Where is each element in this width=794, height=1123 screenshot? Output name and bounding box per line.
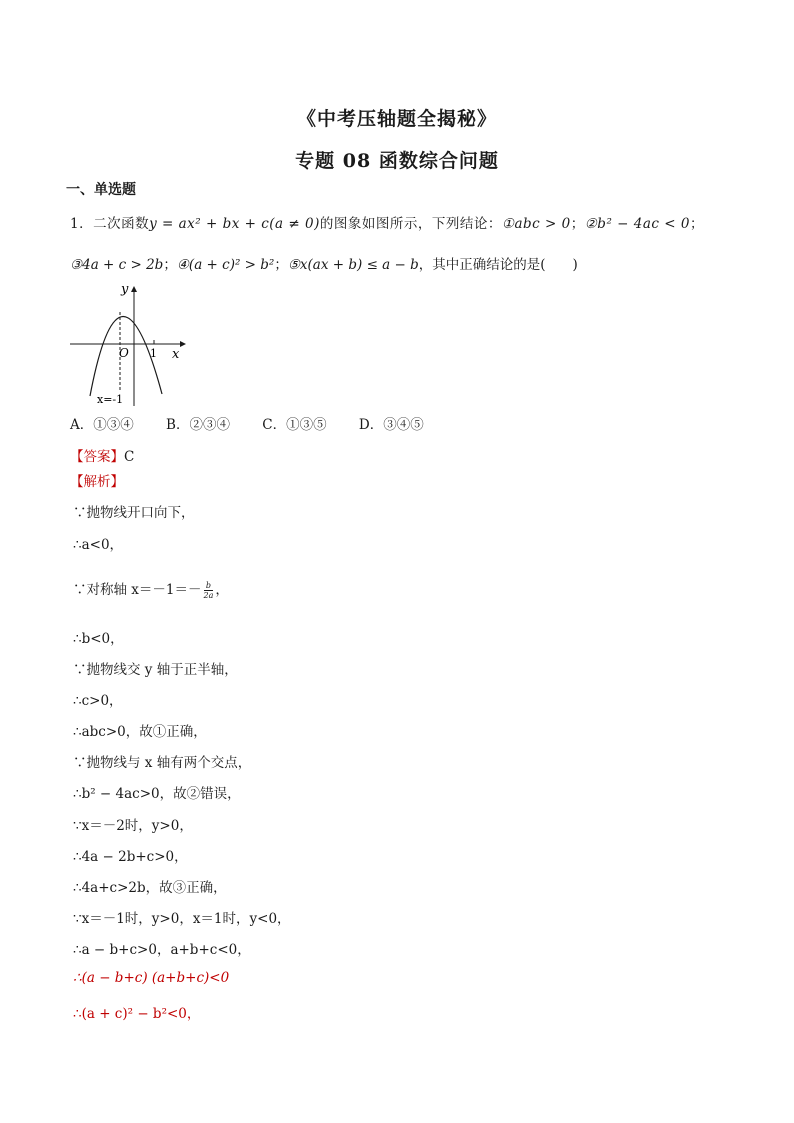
option-d[interactable] xyxy=(359,413,424,433)
parabola-graph xyxy=(66,278,196,408)
one-label: 1 xyxy=(150,347,157,360)
conclusion-3: ③4a + c > 2b xyxy=(70,257,164,273)
conclusion-5: ⑤x(ax + b) ≤ a − b xyxy=(287,257,419,273)
analysis-line: ∴a − b+c>0，a+b+c<0， xyxy=(73,942,251,958)
analysis-line: ∵抛物线交 y 轴于正半轴， xyxy=(73,662,238,678)
option-value: ③④⑤ xyxy=(383,417,424,433)
option-b[interactable] xyxy=(166,413,230,433)
option-label: A． xyxy=(70,417,94,433)
analysis-line: ∴c>0， xyxy=(73,693,123,709)
option-value: ①③④ xyxy=(93,417,134,433)
analysis-line: ∴b² − 4ac>0，故②错误， xyxy=(73,786,241,802)
answer-line xyxy=(70,445,134,465)
analysis-line: ∵x＝－2时，y>0， xyxy=(73,818,193,834)
analysis-line-tail: ， xyxy=(215,582,229,598)
analysis-line: ∴(a + c)² − b²<0， xyxy=(73,1006,201,1022)
question-tail: ，其中正确结论的是( ) xyxy=(418,257,578,273)
symmetry-axis-label: x=-1 xyxy=(97,393,124,406)
question-prefix: 1．二次函数 xyxy=(70,216,150,232)
fraction-numerator: b xyxy=(204,581,214,591)
analysis-line-text: ∵对称轴 x＝－1＝－ xyxy=(73,582,202,598)
question-mid: 的图象如图所示，下列结论： xyxy=(319,216,502,232)
analysis-line: ∴a<0， xyxy=(73,537,124,553)
x-axis-label: x xyxy=(172,347,180,362)
document-subtitle: 专题 08 函数综合问题 xyxy=(295,150,499,172)
option-c[interactable] xyxy=(262,413,326,433)
option-value: ①③⑤ xyxy=(286,417,327,433)
quadratic-function: y = ax² + bx + c(a ≠ 0) xyxy=(149,216,320,232)
analysis-line: ∴b<0， xyxy=(73,631,124,647)
section-heading: 一、单选题 xyxy=(66,182,136,198)
origin-label: O xyxy=(119,346,129,360)
y-axis-label: y xyxy=(121,282,129,297)
conclusion-2: ②b² − 4ac < 0 xyxy=(584,216,690,232)
answer-label: 【答案】 xyxy=(70,449,124,465)
fraction xyxy=(204,581,214,600)
analysis-label: 【解析】 xyxy=(70,474,124,490)
separator: ； xyxy=(570,216,585,232)
separator: ； xyxy=(689,216,704,232)
separator: ； xyxy=(163,257,177,273)
answer-options xyxy=(70,413,452,433)
option-label: C． xyxy=(262,417,287,433)
document-title: 《中考压轴题全揭秘》 xyxy=(296,108,497,130)
option-value: ②③④ xyxy=(189,417,230,433)
analysis-line: ∴(a − b+c) (a+b+c)<0 xyxy=(73,970,230,986)
conclusion-4: ④(a + c)² > b² xyxy=(176,257,275,273)
fraction-denominator: 2a xyxy=(203,591,214,600)
analysis-line: ∴4a − 2b+c>0， xyxy=(73,849,188,865)
option-label: B． xyxy=(166,417,190,433)
analysis-line: ∴4a+c>2b，故③正确， xyxy=(73,880,227,896)
question-line-1 xyxy=(70,212,704,232)
question-line-2 xyxy=(70,253,578,273)
conclusion-1: ①abc > 0 xyxy=(501,216,571,232)
y-axis-arrow xyxy=(131,286,137,292)
analysis-line: ∵抛物线与 x 轴有两个交点， xyxy=(73,755,252,771)
separator: ； xyxy=(274,257,288,273)
analysis-line: ∵抛物线开口向下， xyxy=(73,505,195,521)
answer-value: C xyxy=(124,449,135,465)
x-axis-arrow xyxy=(180,341,186,347)
option-label: D． xyxy=(358,417,384,433)
analysis-line: ∵x＝－1时，y>0，x＝1时，y<0， xyxy=(73,911,291,927)
analysis-line: ∴abc>0，故①正确， xyxy=(73,724,207,740)
option-a[interactable] xyxy=(70,413,134,433)
analysis-line-symmetry xyxy=(73,578,229,600)
